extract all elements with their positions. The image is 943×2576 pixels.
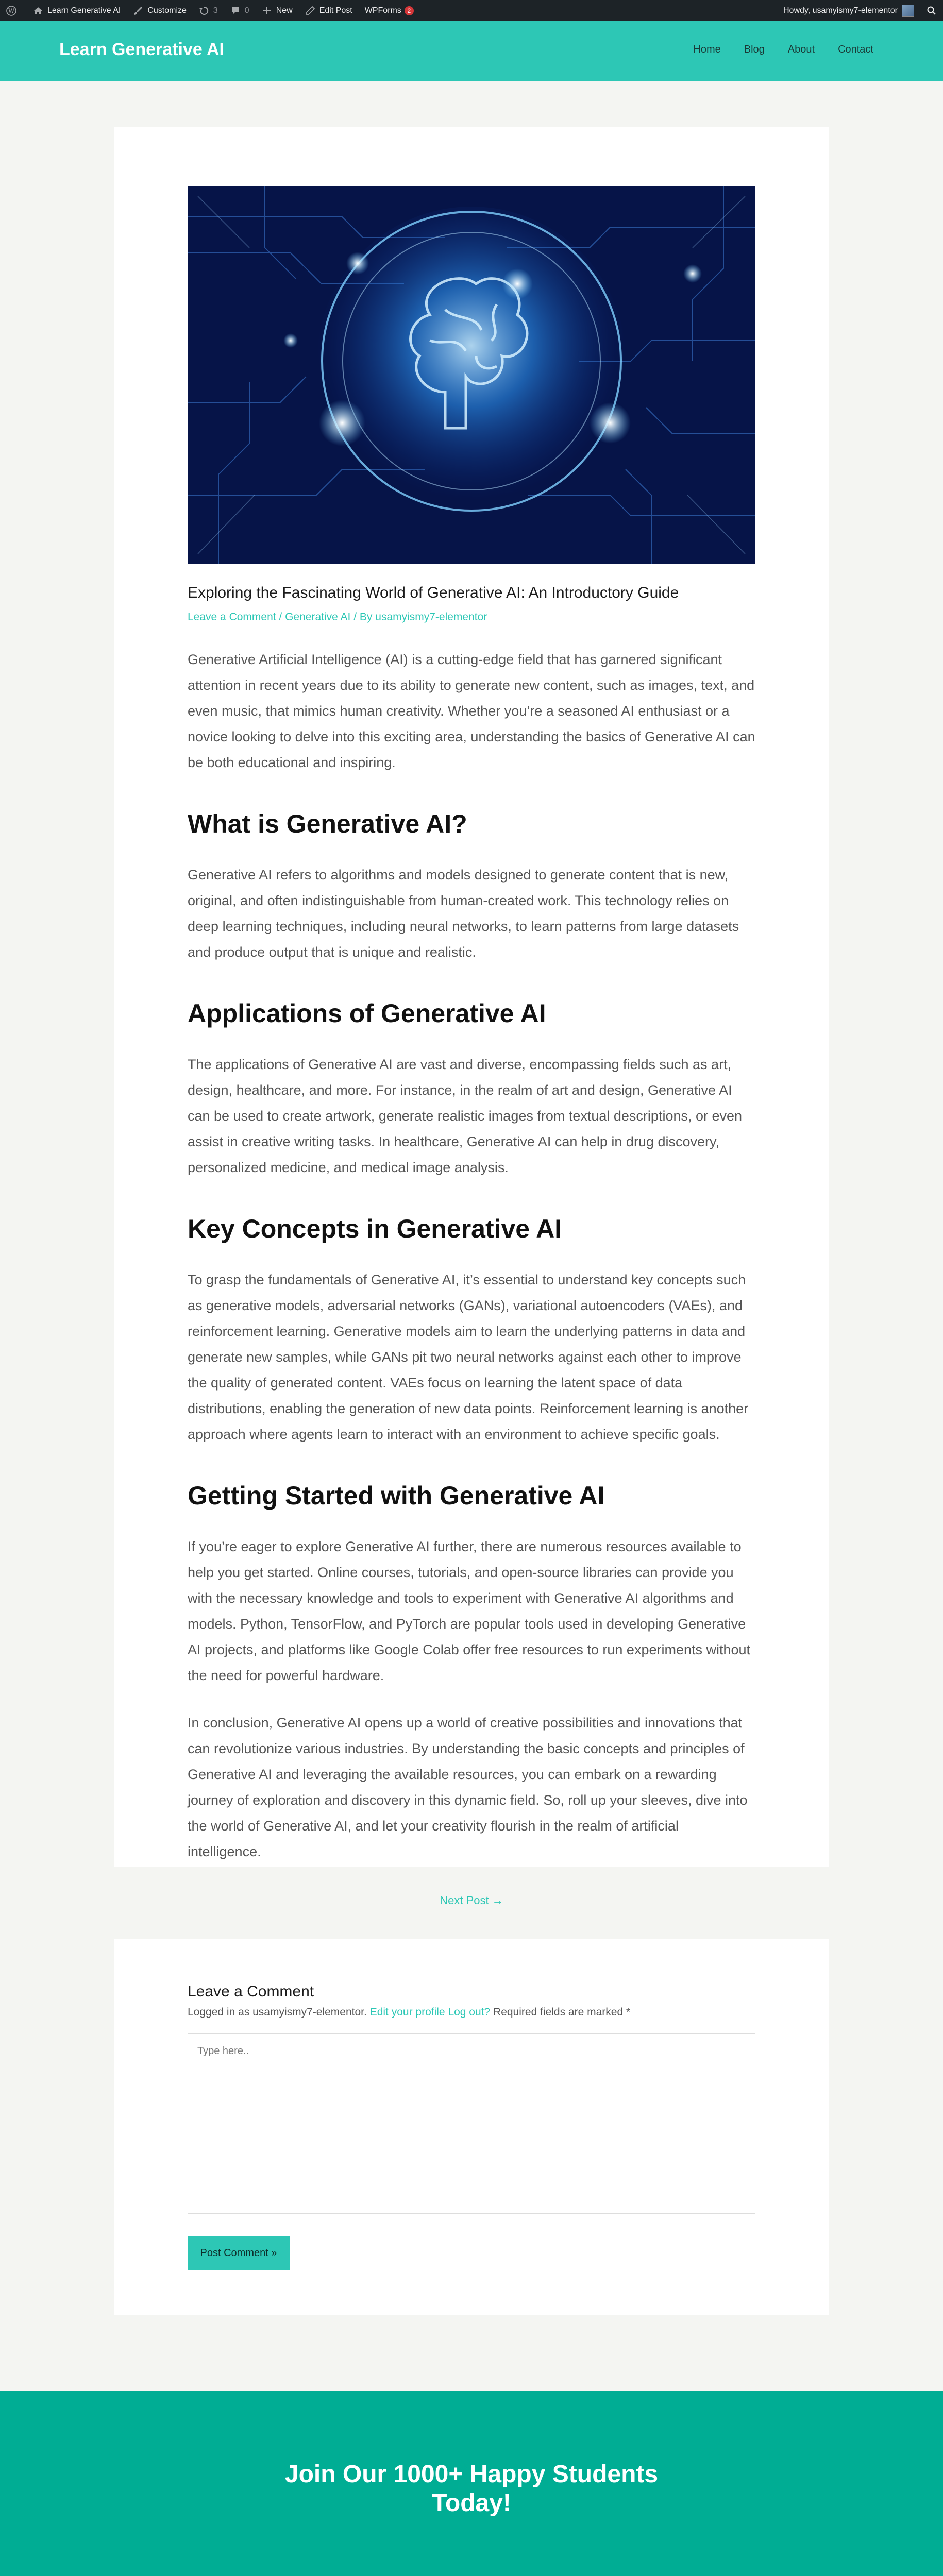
- avatar: [902, 5, 914, 17]
- new-label: New: [276, 6, 293, 15]
- site-name-menu[interactable]: [27, 0, 127, 21]
- featured-image: [188, 186, 755, 564]
- plus-icon: [262, 6, 272, 16]
- post-meta: [188, 611, 487, 623]
- post-navigation: [0, 1894, 943, 1907]
- post-content: [188, 647, 755, 1865]
- footer-cta: [0, 2391, 943, 2576]
- meta-by: / By: [350, 611, 376, 623]
- wpforms-label: WPForms: [364, 6, 401, 15]
- site-name-label: Learn Generative AI: [47, 6, 121, 15]
- section-paragraph: The applications of Generative AI are vast and diverse, encompassing fields such as art, design, healthcare, and more. For instance, in the realm of art and design, Generative AI can be used to create artwork, generate realistic images from textual descriptions, or even assist in creative writing tasks. In healthcare, Generative AI can help in drug discovery, personalized medicine, and medical image analysis.: [188, 1057, 743, 1175]
- logged-in-text: Logged in as usamyismy7-elementor.: [188, 2006, 370, 2018]
- comment-icon: [230, 6, 241, 16]
- meta-separator: /: [276, 611, 285, 623]
- comment-form-title: Leave a Comment: [188, 1983, 314, 2000]
- wpforms-menu[interactable]: [359, 0, 420, 21]
- comment-form-section: [114, 1939, 829, 2315]
- wordpress-menu[interactable]: [0, 0, 27, 21]
- required-star: *: [626, 2006, 631, 2018]
- howdy-label: Howdy, usamyismy7-elementor: [783, 6, 898, 15]
- conclusion-paragraph: In conclusion, Generative AI opens up a world of creative possibilities and innovations that can revolutionize various industries. By understanding the basic concepts and principles of Generative AI and leveraging the available resources, you can embark on a rewarding journey of exploration and discovery in this dynamic field. So, roll up your sleeves, dive into the world of Generative AI, and let your creativity flourish in the realm of artificial intelligence.: [188, 1715, 748, 1859]
- intro-paragraph: Generative Artificial Intelligence (AI) is a cutting-edge field that has garnered significant attention in recent years due to its ability to generate new content, such as images, text, and even music, that mimics human creativity. Whether you’re a seasoned AI enthusiast or a novice looking to delve into this exciting area, understanding the basics of Generative AI can be both educational and inspiring.: [188, 652, 755, 770]
- edit-post-label: Edit Post: [319, 6, 352, 15]
- customize-link[interactable]: [127, 0, 193, 21]
- updates-count: 3: [213, 6, 218, 15]
- cta-text: Join Our 1000+ Happy Students Today!: [284, 2461, 659, 2517]
- required-note: Required fields are marked: [490, 2006, 626, 2018]
- author-link[interactable]: usamyismy7-elementor: [375, 611, 487, 623]
- cta-heading: [0, 2460, 943, 2518]
- edit-post-link[interactable]: [299, 0, 359, 21]
- home-icon: [33, 6, 43, 16]
- logged-in-notice: [188, 2006, 630, 2019]
- section-heading: Getting Started with Generative AI: [188, 1481, 605, 1510]
- ai-brain-illustration: [188, 186, 755, 564]
- post-comment-button[interactable]: Post Comment »: [188, 2236, 290, 2270]
- site-header: [0, 21, 943, 81]
- updates-link[interactable]: [193, 0, 224, 21]
- svg-text:W: W: [8, 7, 15, 14]
- next-post-link[interactable]: Next Post →: [440, 1894, 503, 1907]
- section-heading: Key Concepts in Generative AI: [188, 1214, 562, 1243]
- updates-icon: [199, 6, 209, 16]
- comment-textarea[interactable]: [188, 2033, 755, 2214]
- nav-item-blog[interactable]: Blog: [744, 44, 765, 55]
- search-icon: [927, 6, 937, 16]
- comments-link[interactable]: [224, 0, 256, 21]
- wordpress-icon: [6, 6, 16, 16]
- log-out-link[interactable]: Log out?: [448, 2006, 491, 2018]
- nav-item-about[interactable]: About: [787, 44, 815, 55]
- my-account-menu[interactable]: [777, 0, 920, 21]
- new-content-menu[interactable]: [256, 0, 299, 21]
- nav-item-contact[interactable]: Contact: [838, 44, 873, 55]
- pencil-icon: [305, 6, 315, 16]
- admin-bar: [0, 0, 943, 21]
- section-heading: Applications of Generative AI: [188, 999, 546, 1028]
- admin-search[interactable]: [920, 0, 943, 21]
- nav-item-home[interactable]: Home: [693, 44, 721, 55]
- post-title: Exploring the Fascinating World of Generative AI: An Introductory Guide: [188, 584, 679, 601]
- site-title[interactable]: Learn Generative AI: [59, 40, 224, 59]
- comments-count: 0: [244, 6, 249, 15]
- section-heading: What is Generative AI?: [188, 809, 467, 838]
- section-paragraph: Generative AI refers to algorithms and models designed to generate content that is new, original, and often indistinguishable from human-created work. This technology relies on deep learning techniques, including neural networks, to learn patterns from large datasets and produce output that is unique and realistic.: [188, 867, 739, 960]
- edit-profile-link[interactable]: Edit your profile: [369, 2006, 445, 2018]
- customize-label: Customize: [147, 6, 187, 15]
- category-link[interactable]: Generative AI: [285, 611, 351, 623]
- leave-comment-link[interactable]: Leave a Comment: [188, 611, 276, 623]
- section-paragraph: To grasp the fundamentals of Generative AI, it’s essential to understand key concepts such as generative models, adversarial networks (GANs), variational autoencoders (VAEs), and reinforcement learning. Generative models aim to learn the underlying patterns in data and generate new samples, while GANs pit two neural networks against each other to improve the quality of generated content. VAEs focus on learning the latent space of data distributions, enabling the generation of new data points. Reinforcement learning is another approach where agents learn to interact with an environment to achieve specific goals.: [188, 1272, 749, 1442]
- primary-nav: [693, 44, 873, 56]
- wpforms-notification-badge: 2: [405, 6, 414, 15]
- section-paragraph: If you’re eager to explore Generative AI further, there are numerous resources available to help you get started. Online courses, tutorials, and open-source libraries can provide you with the necessary knowledge and tools to experiment with Generative AI algorithms and models. Python, TensorFlow, and PyTorch are popular tools used in developing Generative AI projects, and platforms like Google Colab offer free resources to run experiments without the need for powerful hardware.: [188, 1539, 751, 1683]
- brush-icon: [133, 6, 143, 16]
